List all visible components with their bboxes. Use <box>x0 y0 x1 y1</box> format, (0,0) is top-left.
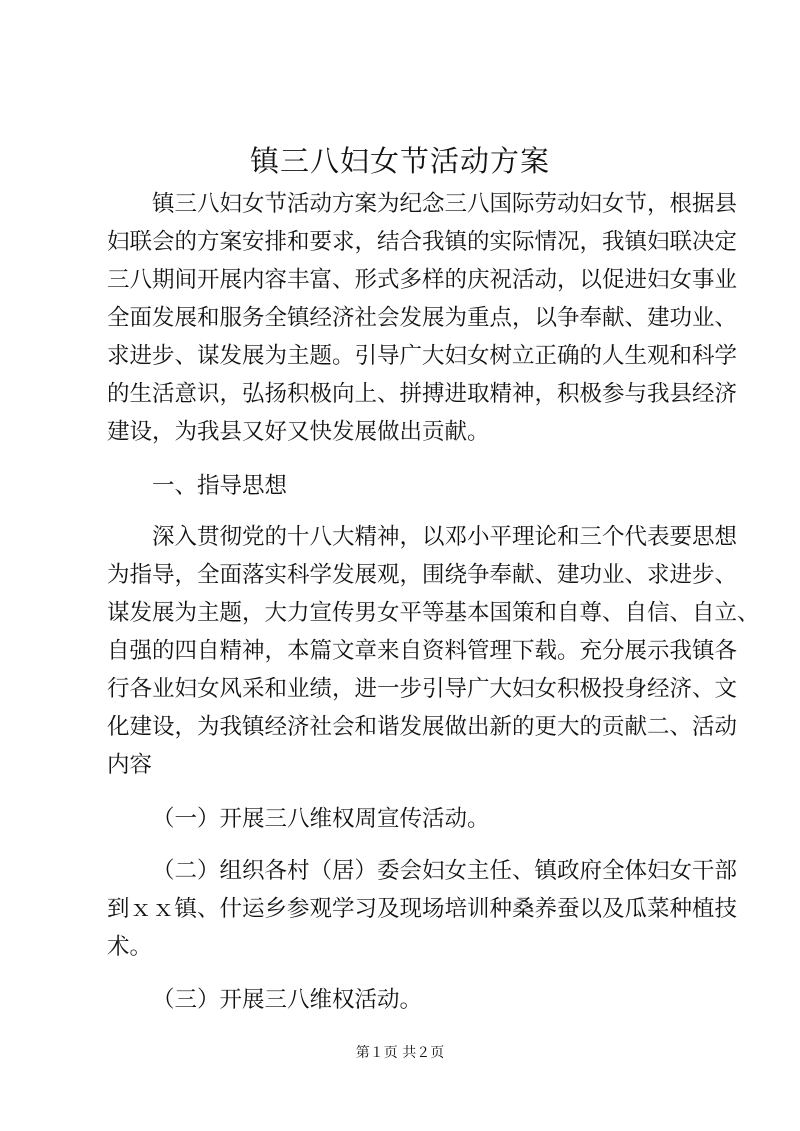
paragraph-line: 妇联会的方案安排和要求，结合我镇的实际情况，我镇妇联决定 <box>107 229 738 255</box>
paragraph-line: 为指导，全面落实科学发展观，围绕争奉献、建功业、求进步、 <box>107 562 738 588</box>
page-number-footer: 第１页 共２页 <box>355 1045 445 1061</box>
list-item: （一）开展三八维权周宣传活动。 <box>152 806 490 832</box>
list-item: （三）开展三八维权活动。 <box>152 987 423 1013</box>
paragraph-line: 三八期间开展内容丰富、形式多样的庆祝活动，以促进妇女事业 <box>107 267 738 293</box>
document-title: 镇三八妇女节活动方案 <box>249 144 550 178</box>
paragraph-line: 建设，为我县又好又快发展做出贡献。 <box>107 419 490 445</box>
paragraph-line: 行各业妇女风采和业绩，进一步引导广大妇女积极投身经济、文 <box>107 676 738 702</box>
paragraph-line: 深入贯彻党的十八大精神，以邓小平理论和三个代表要思想 <box>152 524 738 550</box>
list-item: （二）组织各村（居）委会妇女主任、镇政府全体妇女干部 <box>152 858 738 884</box>
paragraph-line: 的生活意识，弘扬积极向上、拼搏进取精神，积极参与我县经济 <box>107 381 738 407</box>
paragraph-line: 全面发展和服务全镇经济社会发展为重点，以争奉献、建功业、 <box>107 305 738 331</box>
paragraph-line: 求进步、谋发展为主题。引导广大妇女树立正确的人生观和科学 <box>107 343 738 369</box>
paragraph-line: 到ｘｘ镇、什运乡参观学习及现场培训种桑养蚕以及瓜菜种植技 <box>107 896 738 922</box>
paragraph-line: 术。 <box>107 934 153 960</box>
paragraph-line: 自强的四自精神，本篇文章来自资料管理下载。充分展示我镇各 <box>107 638 738 664</box>
paragraph-line: 谋发展为主题，大力宣传男女平等基本国策和自尊、自信、自立、 <box>107 600 760 626</box>
paragraph-line: 镇三八妇女节活动方案为纪念三八国际劳动妇女节，根据县 <box>152 191 738 217</box>
paragraph-line: 化建设，为我镇经济社会和谐发展做出新的更大的贡献二、活动 <box>107 714 738 740</box>
section-heading: 一、指导思想 <box>152 473 288 499</box>
paragraph-line: 内容 <box>107 752 153 778</box>
